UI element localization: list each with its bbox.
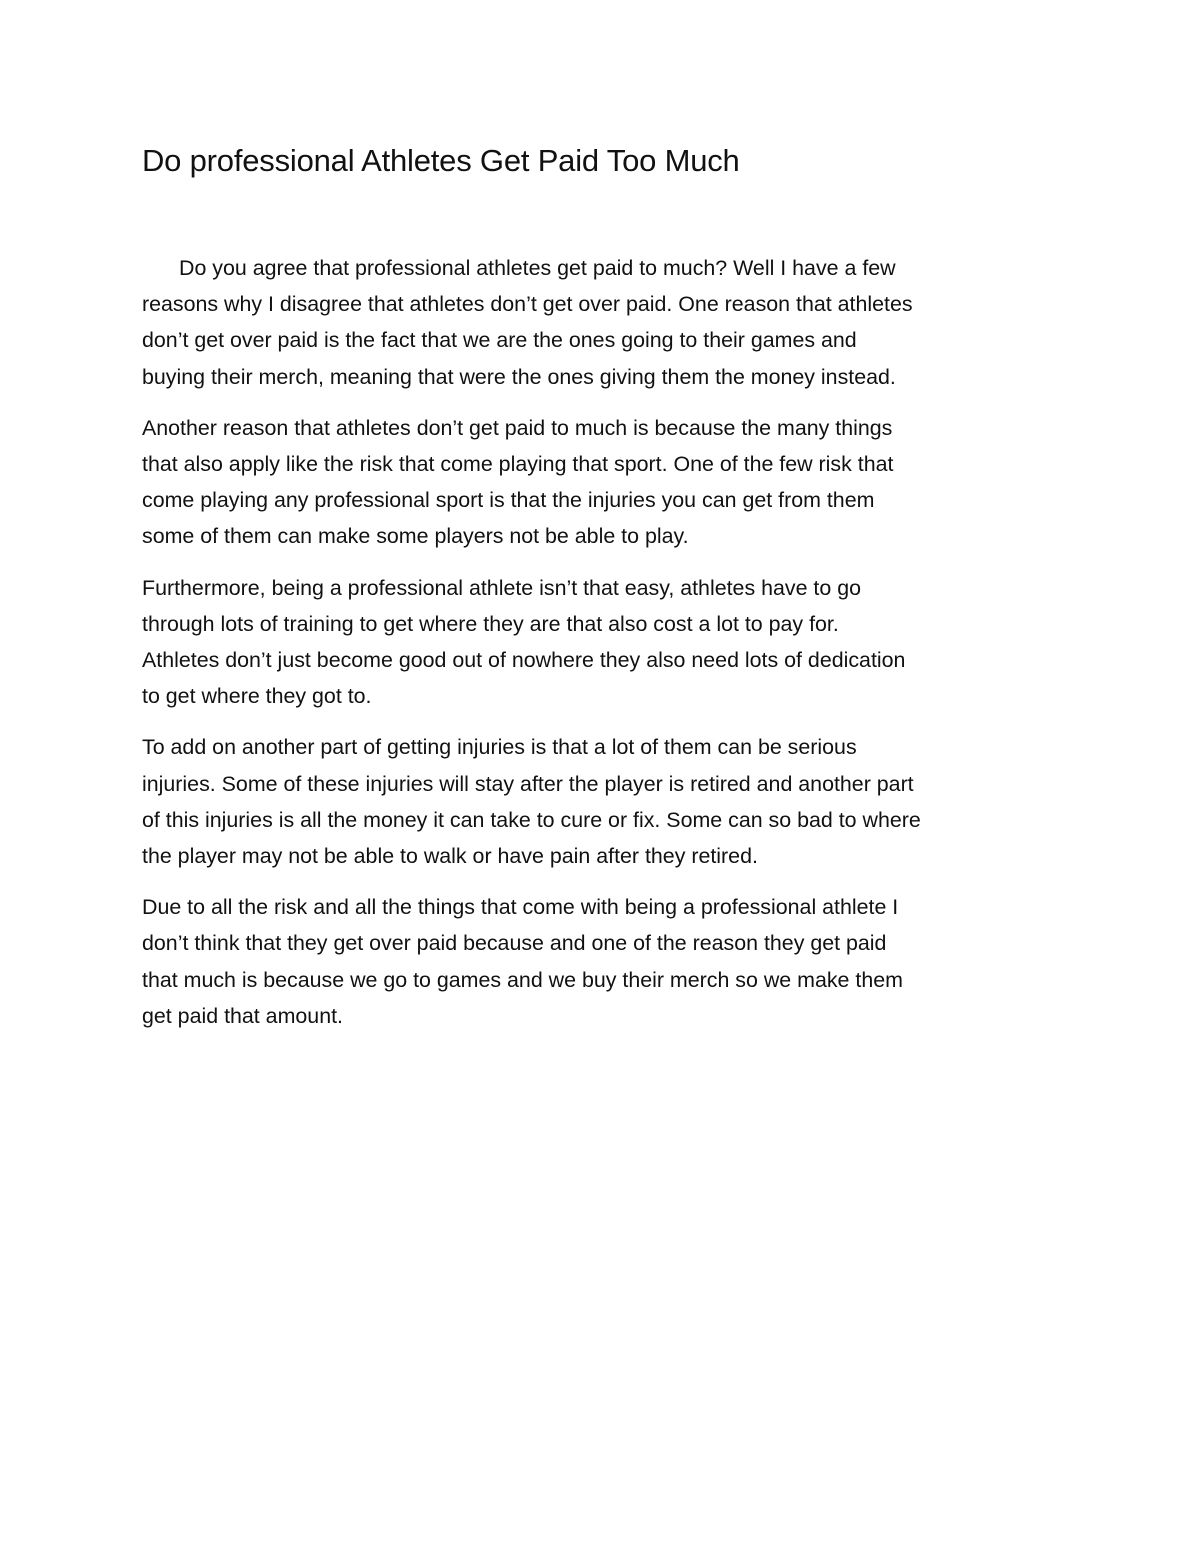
text-line: Due to all the risk and all the things that come with being a professional athlete I	[142, 895, 899, 920]
text-line: get paid that amount.	[142, 1003, 343, 1028]
text-line: through lots of training to get where they are that also cost a lot to pay for.	[142, 611, 839, 636]
paragraph-1	[142, 250, 1072, 395]
text-line: don’t think that they get over paid because and one of the reason they get paid	[142, 931, 887, 956]
text-line: come playing any professional sport is that the injuries you can get from them	[142, 488, 875, 513]
text-line: the player may not be able to walk or have pain after they retired.	[142, 844, 758, 869]
paragraph-3	[142, 570, 1072, 715]
text-line: to get where they got to.	[142, 684, 372, 709]
paragraph-5	[142, 889, 1072, 1034]
text-line: reasons why I disagree that athletes don’t get over paid. One reason that athletes	[142, 292, 913, 317]
text-line: buying their merch, meaning that were the ones giving them the money instead.	[142, 364, 896, 389]
text-line: Furthermore, being a professional athlete isn’t that easy, athletes have to go	[142, 575, 861, 600]
text-line: injuries. Some of these injuries will stay after the player is retired and another part	[142, 771, 914, 796]
text-line: Do you agree that professional athletes get paid to much? Well I have a few	[179, 256, 896, 280]
paragraph-2	[142, 410, 1072, 555]
document-title: Do professional Athletes Get Paid Too Much	[142, 143, 740, 178]
text-line: of this injuries is all the money it can take to cure or fix. Some can so bad to where	[142, 807, 921, 832]
text-line: Another reason that athletes don’t get paid to much is because the many things	[142, 415, 893, 440]
text-line: don’t get over paid is the fact that we are the ones going to their games and	[142, 328, 857, 353]
paragraph-4	[142, 729, 1072, 874]
text-line: To add on another part of getting injuries is that a lot of them can be serious	[142, 735, 857, 760]
text-line: Athletes don’t just become good out of nowhere they also need lots of dedication	[142, 648, 906, 673]
text-line: that much is because we go to games and we buy their merch so we make them	[142, 967, 903, 992]
document-body	[142, 250, 1072, 1049]
text-line: that also apply like the risk that come playing that sport. One of the few risk that	[142, 452, 894, 477]
text-line: some of them can make some players not be able to play.	[142, 524, 689, 549]
